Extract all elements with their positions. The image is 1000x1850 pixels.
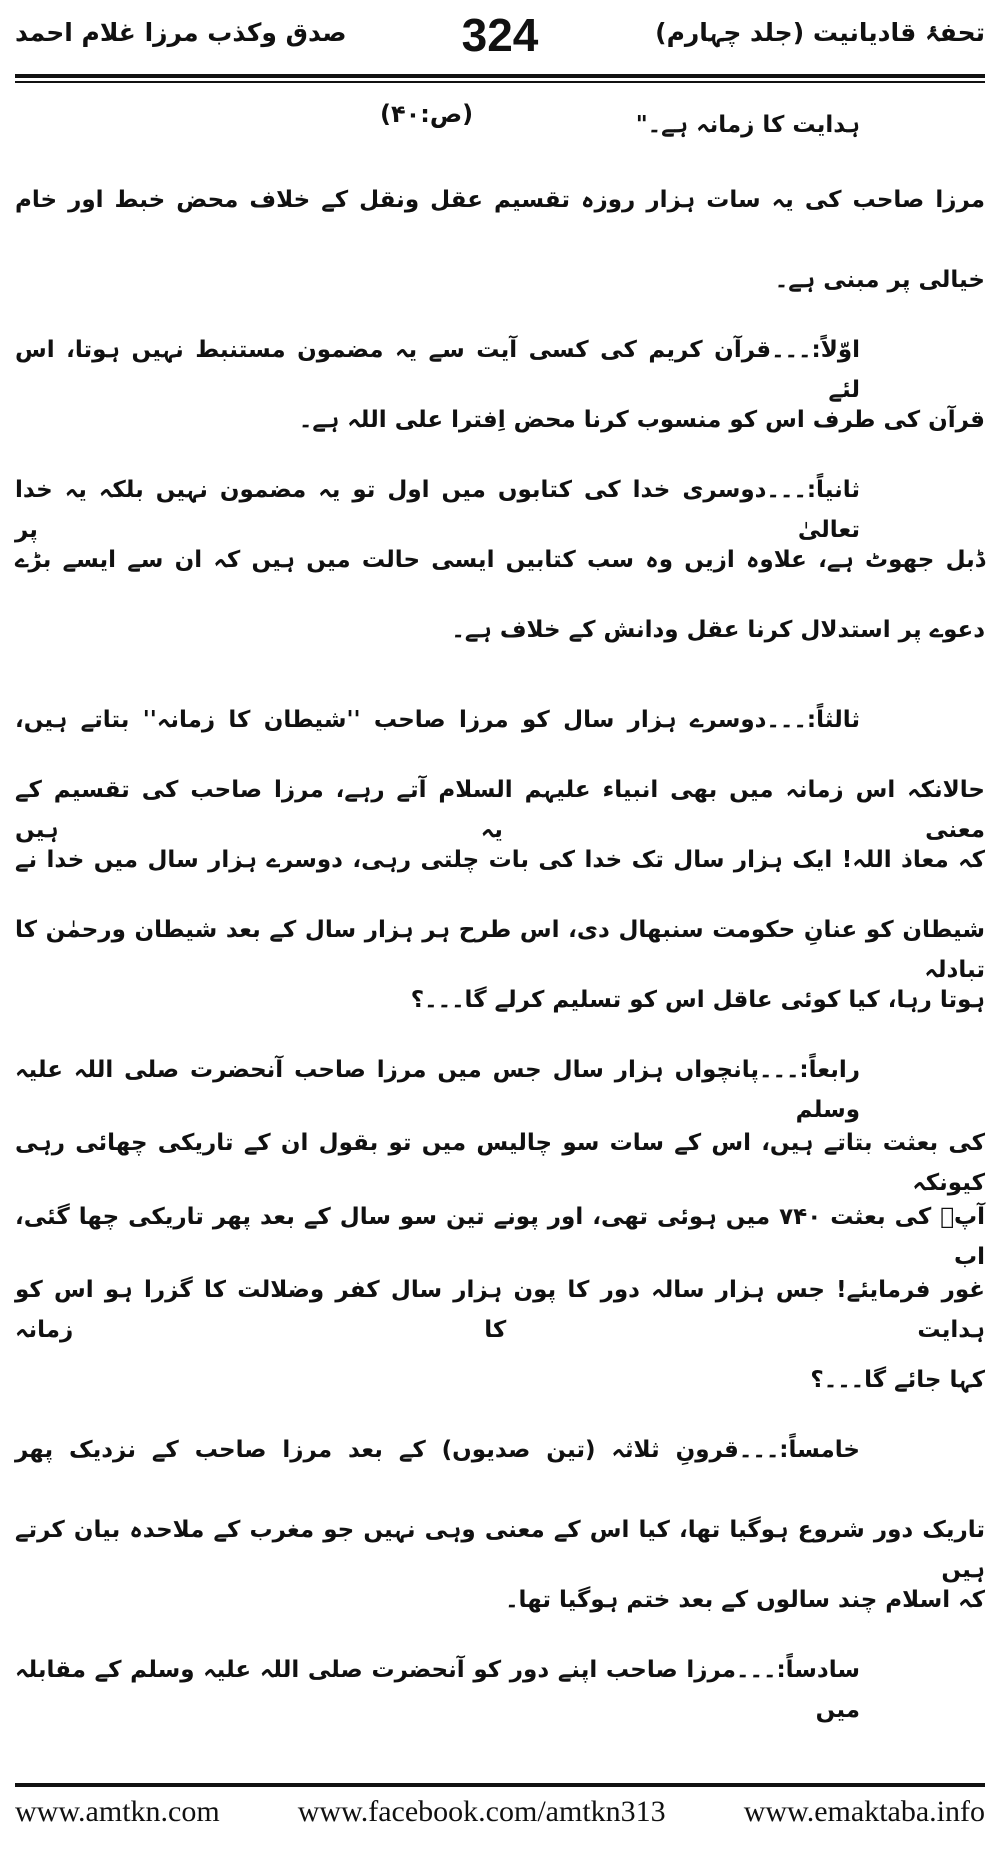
text-line: مرزا صاحب کی یہ سات ہزار روزہ تقسیم عقل ونقل کے خلاف محض خبط اور خام: [15, 187, 985, 213]
text-line: ڈبل جھوٹ ہے، علاوہ ازیں وہ سب کتابیں ایسی حالت میں ہیں کہ ان سے ایسے بڑے: [15, 547, 985, 573]
text-line: رابعاً:۔۔۔پانچواں ہزار سال جس میں مرزا صاحب آنحضرت صلی اللہ علیہ وسلم: [15, 1057, 860, 1123]
page-number: 324: [461, 9, 539, 61]
text-line: غور فرمایئے! جس ہزار سالہ دور کا پون ہزار سال کفر وضلالت کا گزرا ہو اس کو ہدایت کا زمانہ: [15, 1277, 985, 1343]
book-title: تحفۂ قادیانیت (جلد چہارم): [655, 18, 985, 47]
text-line: کی بعثت بتاتے ہیں، اس کے سات سو چالیس میں تو بقول ان کے تاریکی چھائی رہی کیونکہ: [15, 1130, 985, 1196]
text-line: اوّلاً:۔۔۔قرآن کریم کی کسی آیت سے یہ مضمون مستنبط نہیں ہوتا، اس لئے: [15, 337, 860, 403]
text-line: ثانیاً:۔۔۔دوسری خدا کی کتابوں میں اول تو یہ مضمون نہیں بلکہ یہ خدا تعالیٰ پر: [15, 477, 860, 543]
footer-link-website[interactable]: www.amtkn.com: [15, 1795, 220, 1828]
text-line: سادساً:۔۔۔مرزا صاحب اپنے دور کو آنحضرت صلی اللہ علیہ وسلم کے مقابلہ میں: [15, 1657, 860, 1723]
text-line: ہوتا رہا، کیا کوئی عاقل اس کو تسلیم کرلے گا۔۔۔؟: [410, 987, 985, 1013]
header-rule-thin: [15, 81, 985, 83]
header-rule: [15, 74, 985, 78]
page-reference: (ص:۴۰): [380, 100, 474, 128]
footer: [15, 1795, 985, 1829]
text-line: شیطان کو عنانِ حکومت سنبھال دی، اس طرح ہر ہزار سال کے بعد شیطان ورحمٰن کا تبادلہ: [15, 917, 985, 983]
text-line: قرآن کی طرف اس کو منسوب کرنا محض اِفترا علی اللہ ہے۔: [298, 407, 985, 433]
text-line: تاریک دور شروع ہوگیا تھا، کیا اس کے معنی وہی نہیں جو مغرب کے ملاحدہ بیان کرتے ہیں: [15, 1517, 985, 1583]
text-line: خیالی پر مبنی ہے۔: [774, 267, 985, 293]
text-line: ثالثاً:۔۔۔دوسرے ہزار سال کو مرزا صاحب ''شیطان کا زمانہ'' بتاتے ہیں،: [15, 707, 860, 733]
text-line: خامساً:۔۔۔قرونِ ثلاثہ (تین صدیوں) کے بعد مرزا صاحب کے نزدیک پھر: [15, 1437, 860, 1463]
footer-link-facebook[interactable]: www.facebook.com/amtkn313: [297, 1795, 666, 1828]
text-line: کہ اسلام چند سالوں کے بعد ختم ہوگیا تھا۔: [505, 1587, 985, 1613]
text-line: کہا جائے گا۔۔۔؟: [810, 1367, 985, 1393]
chapter-title: صدق وکذب مرزا غلام احمد: [15, 18, 347, 47]
text-line: حالانکہ اس زمانہ میں بھی انبیاء علیہم السلام آتے رہے، مرزا صاحب کی تقسیم کے معنی یہ ہیں: [15, 777, 985, 843]
text-line: ہدایت کا زمانہ ہے۔": [635, 112, 860, 138]
text-line: آپؐ کی بعثت ۷۴۰ میں ہوئی تھی، اور پونے تین سو سال کے بعد پھر تاریکی چھا گئی، اب: [15, 1204, 985, 1270]
footer-link-emaktaba[interactable]: www.emaktaba.info: [743, 1795, 985, 1828]
text-line: کہ معاذ اللہ! ایک ہزار سال تک خدا کی بات چلتی رہی، دوسرے ہزار سال میں خدا نے: [15, 847, 985, 873]
footer-rule: [15, 1783, 985, 1787]
text-line: دعوے پر استدلال کرنا عقل ودانش کے خلاف ہے۔: [451, 617, 985, 643]
